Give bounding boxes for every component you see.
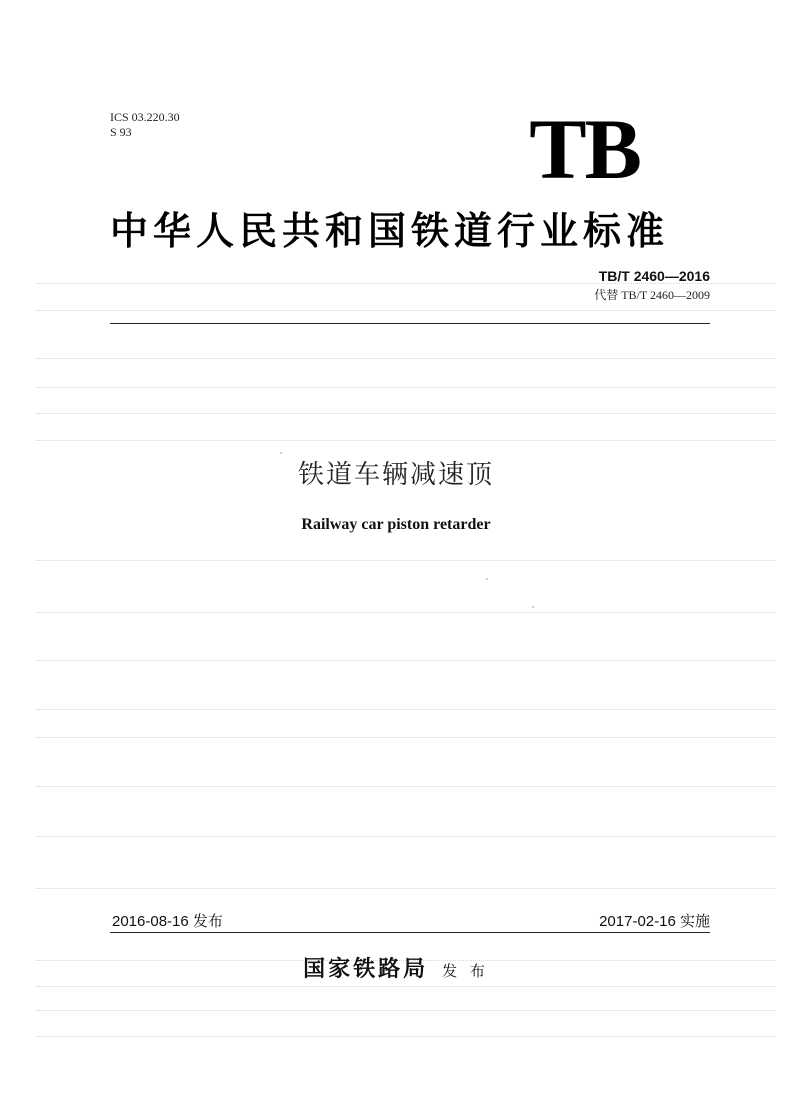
- standard-number: TB/T 2460—2016: [598, 268, 710, 284]
- ics-code: ICS 03.220.30: [110, 110, 180, 124]
- scan-artifact-line: [36, 1036, 776, 1037]
- header-divider: [110, 323, 710, 324]
- scan-artifact-line: [36, 387, 776, 388]
- tb-logo: TB: [529, 101, 640, 197]
- document-title-en: Railway car piston retarder: [301, 516, 491, 533]
- scan-artifact-line: [36, 310, 776, 311]
- issuer-name: 国家铁路局: [303, 956, 429, 982]
- issuer-block: [0, 952, 792, 983]
- scan-speck: [486, 578, 488, 580]
- scan-speck: [532, 606, 534, 608]
- scan-artifact-line: [36, 612, 776, 613]
- scan-artifact-line: [36, 413, 776, 414]
- scan-artifact-line: [36, 888, 776, 889]
- scan-artifact-line: [36, 560, 776, 561]
- document-title-cn: 铁道车辆减速顶: [297, 460, 494, 490]
- scan-artifact-line: [36, 986, 776, 987]
- scan-speck: [280, 452, 282, 454]
- standard-category-title: 中华人民共和国铁道行业标准: [110, 208, 670, 253]
- scan-artifact-line: [36, 660, 776, 661]
- scan-artifact-line: [36, 786, 776, 787]
- scan-artifact-line: [36, 836, 776, 837]
- class-code: S 93: [110, 125, 132, 139]
- scan-artifact-line: [36, 709, 776, 710]
- issuer-action: 发 布: [442, 962, 489, 980]
- scan-artifact-line: [36, 358, 776, 359]
- footer-divider: [110, 932, 710, 933]
- replaces-standard: 代替 TB/T 2460—2009: [594, 288, 710, 302]
- issue-date: 2016-08-16 发布: [112, 913, 223, 930]
- scan-artifact-line: [36, 1010, 776, 1011]
- classification-codes: [110, 110, 180, 140]
- scan-artifact-line: [36, 440, 776, 441]
- scan-artifact-line: [36, 737, 776, 738]
- implementation-date: 2017-02-16 实施: [599, 913, 710, 930]
